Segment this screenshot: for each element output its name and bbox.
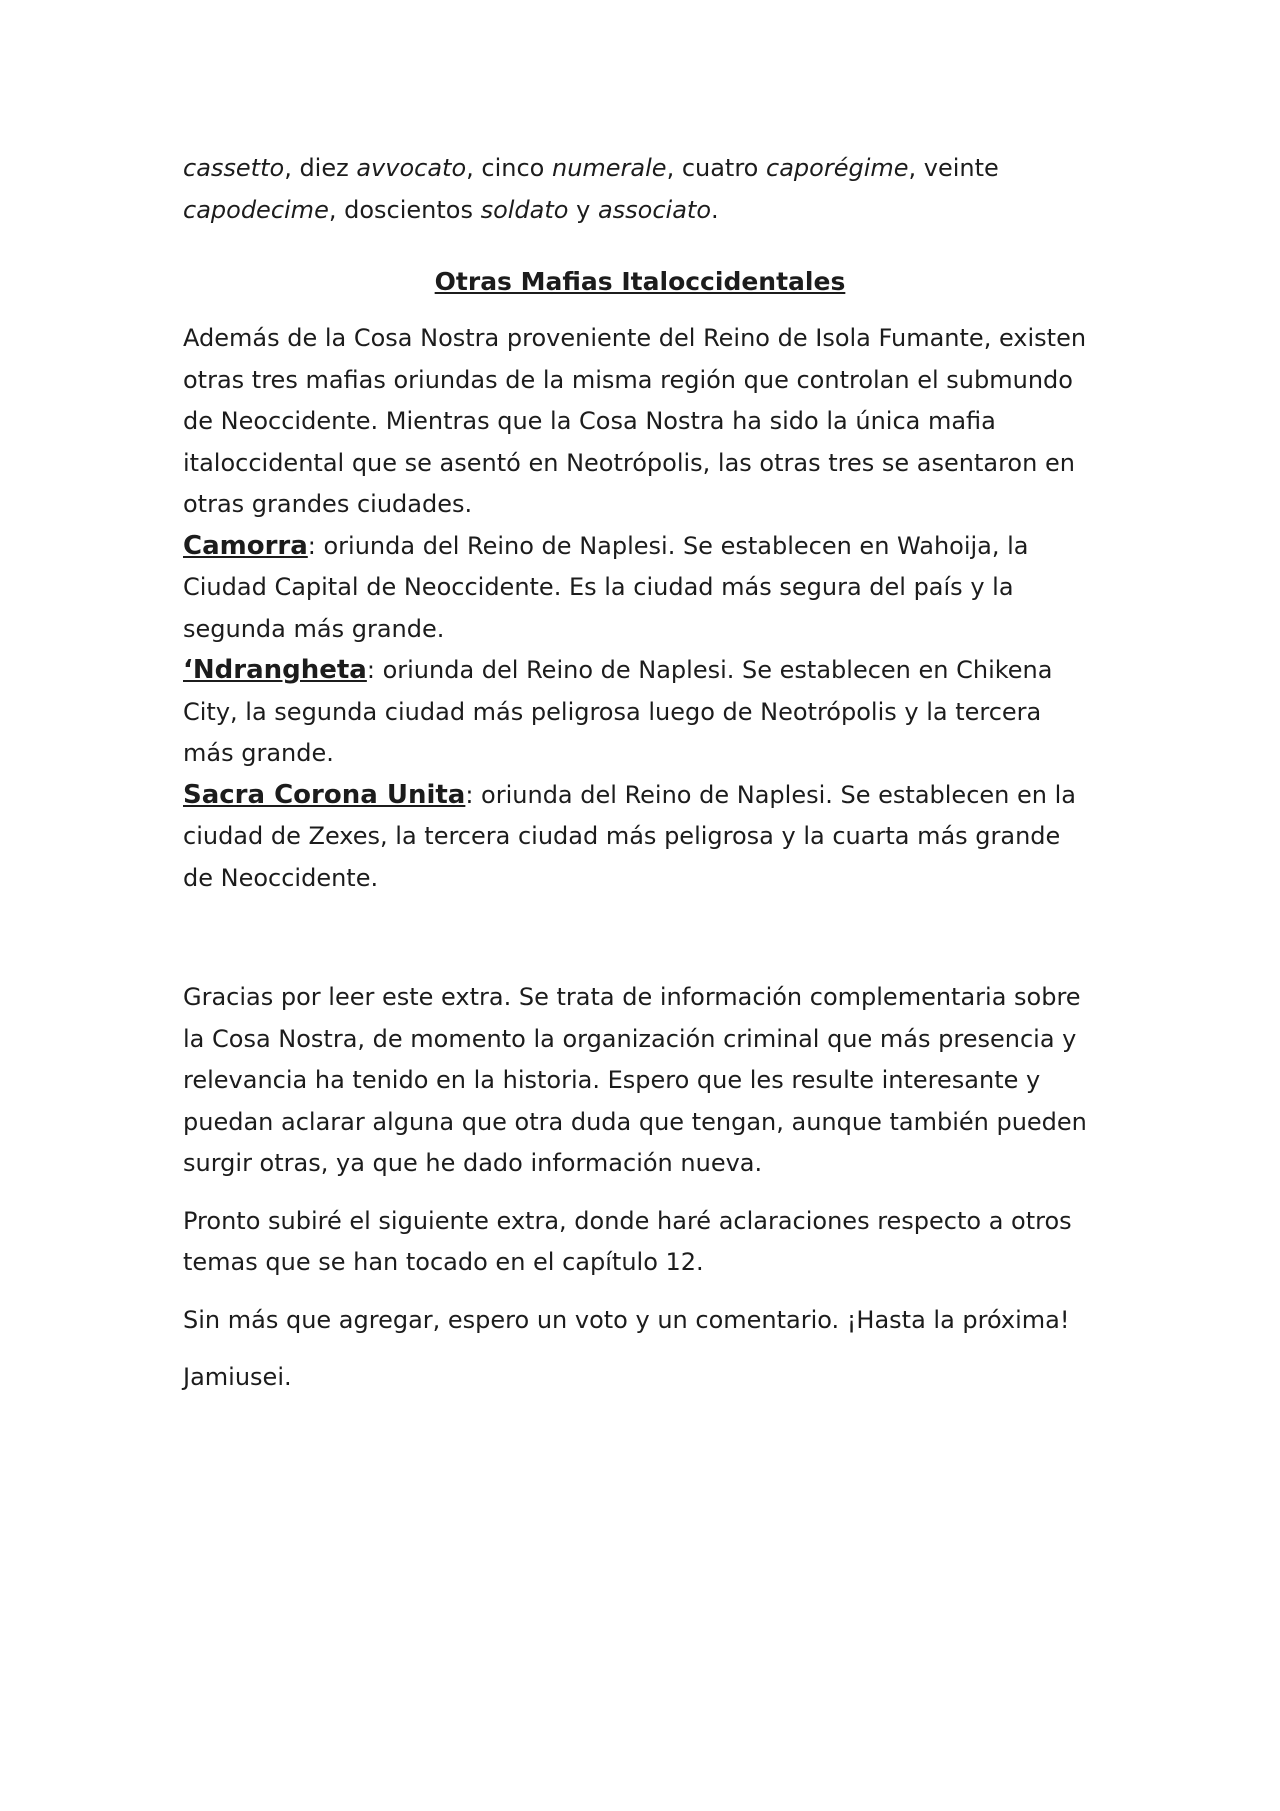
intro-text: , veinte bbox=[908, 154, 999, 182]
mafia-entry-camorra bbox=[183, 526, 1097, 651]
section-title: Otras Mafias Italoccidentales bbox=[434, 267, 846, 296]
term-caporegime: caporégime bbox=[766, 154, 909, 182]
intro-text: , doscientos bbox=[328, 195, 481, 224]
intro-text: . bbox=[711, 195, 719, 224]
mafia-name: ‘Ndrangheta bbox=[183, 655, 367, 685]
mafia-entry-sacra-corona-unita bbox=[183, 775, 1097, 900]
mafia-entry-ndrangheta bbox=[183, 650, 1097, 775]
intro-text: y bbox=[568, 195, 598, 224]
term-cassetto: cassetto bbox=[183, 154, 285, 182]
closing-paragraph: Gracias por leer este extra. Se trata de información complementaria sobre la Cosa Nostra, de momento la organización criminal que más presencia y relevancia ha tenido en la historia. Espero que les resulte interesante y puedan aclarar alguna que otra duda que tengan, aunque también pueden surgir otras, ya que he dado información nueva. bbox=[183, 983, 1087, 1177]
signature: Jamiusei. bbox=[183, 1363, 292, 1391]
mafia-name: Sacra Corona Unita bbox=[183, 779, 466, 810]
spacer bbox=[183, 899, 1097, 977]
term-numerale: numerale bbox=[551, 154, 667, 182]
intro-paragraph bbox=[183, 148, 1097, 231]
mafia-name: Camorra bbox=[183, 530, 308, 561]
main-paragraph: Además de la Cosa Nostra proveniente del Reino de Isola Fumante, existen otras tres mafias oriundas de la misma región que controlan el submundo de Neoccidente. Mientras que la Cosa Nostra ha sido la única mafia italoccidental que se asentó en Neotrópolis, las otras tres se asentaron en otras grandes ciudades. bbox=[183, 324, 1087, 518]
term-soldato: soldato bbox=[480, 195, 569, 224]
intro-text: , cuatro bbox=[666, 154, 766, 182]
mafia-description: : oriunda del Reino de Naplesi. Se establecen en Chikena City, la segunda ciudad más peligrosa luego de Neotrópolis y la tercera más grande. bbox=[183, 656, 1053, 767]
mafia-description: : oriunda del Reino de Naplesi. Se establecen en la ciudad de Zexes, la tercera ciudad más peligrosa y la cuarta más grande de Neoccidente. bbox=[183, 780, 1076, 892]
intro-text: , cinco bbox=[466, 154, 552, 182]
intro-text: , diez bbox=[284, 154, 357, 182]
term-capodecime: capodecime bbox=[183, 195, 329, 224]
term-associato: associato bbox=[597, 195, 711, 224]
closing-paragraph: Sin más que agregar, espero un voto y un comentario. ¡Hasta la próxima! bbox=[183, 1305, 1070, 1334]
term-avvocato: avvocato bbox=[356, 154, 467, 182]
closing-paragraph: Pronto subiré el siguiente extra, donde haré aclaraciones respecto a otros temas que se han tocado en el capítulo 12. bbox=[183, 1206, 1072, 1276]
mafia-description: : oriunda del Reino de Naplesi. Se establecen en Wahoija, la Ciudad Capital de Neoccidente. Es la ciudad más segura del país y la segunda más grande. bbox=[183, 531, 1029, 643]
